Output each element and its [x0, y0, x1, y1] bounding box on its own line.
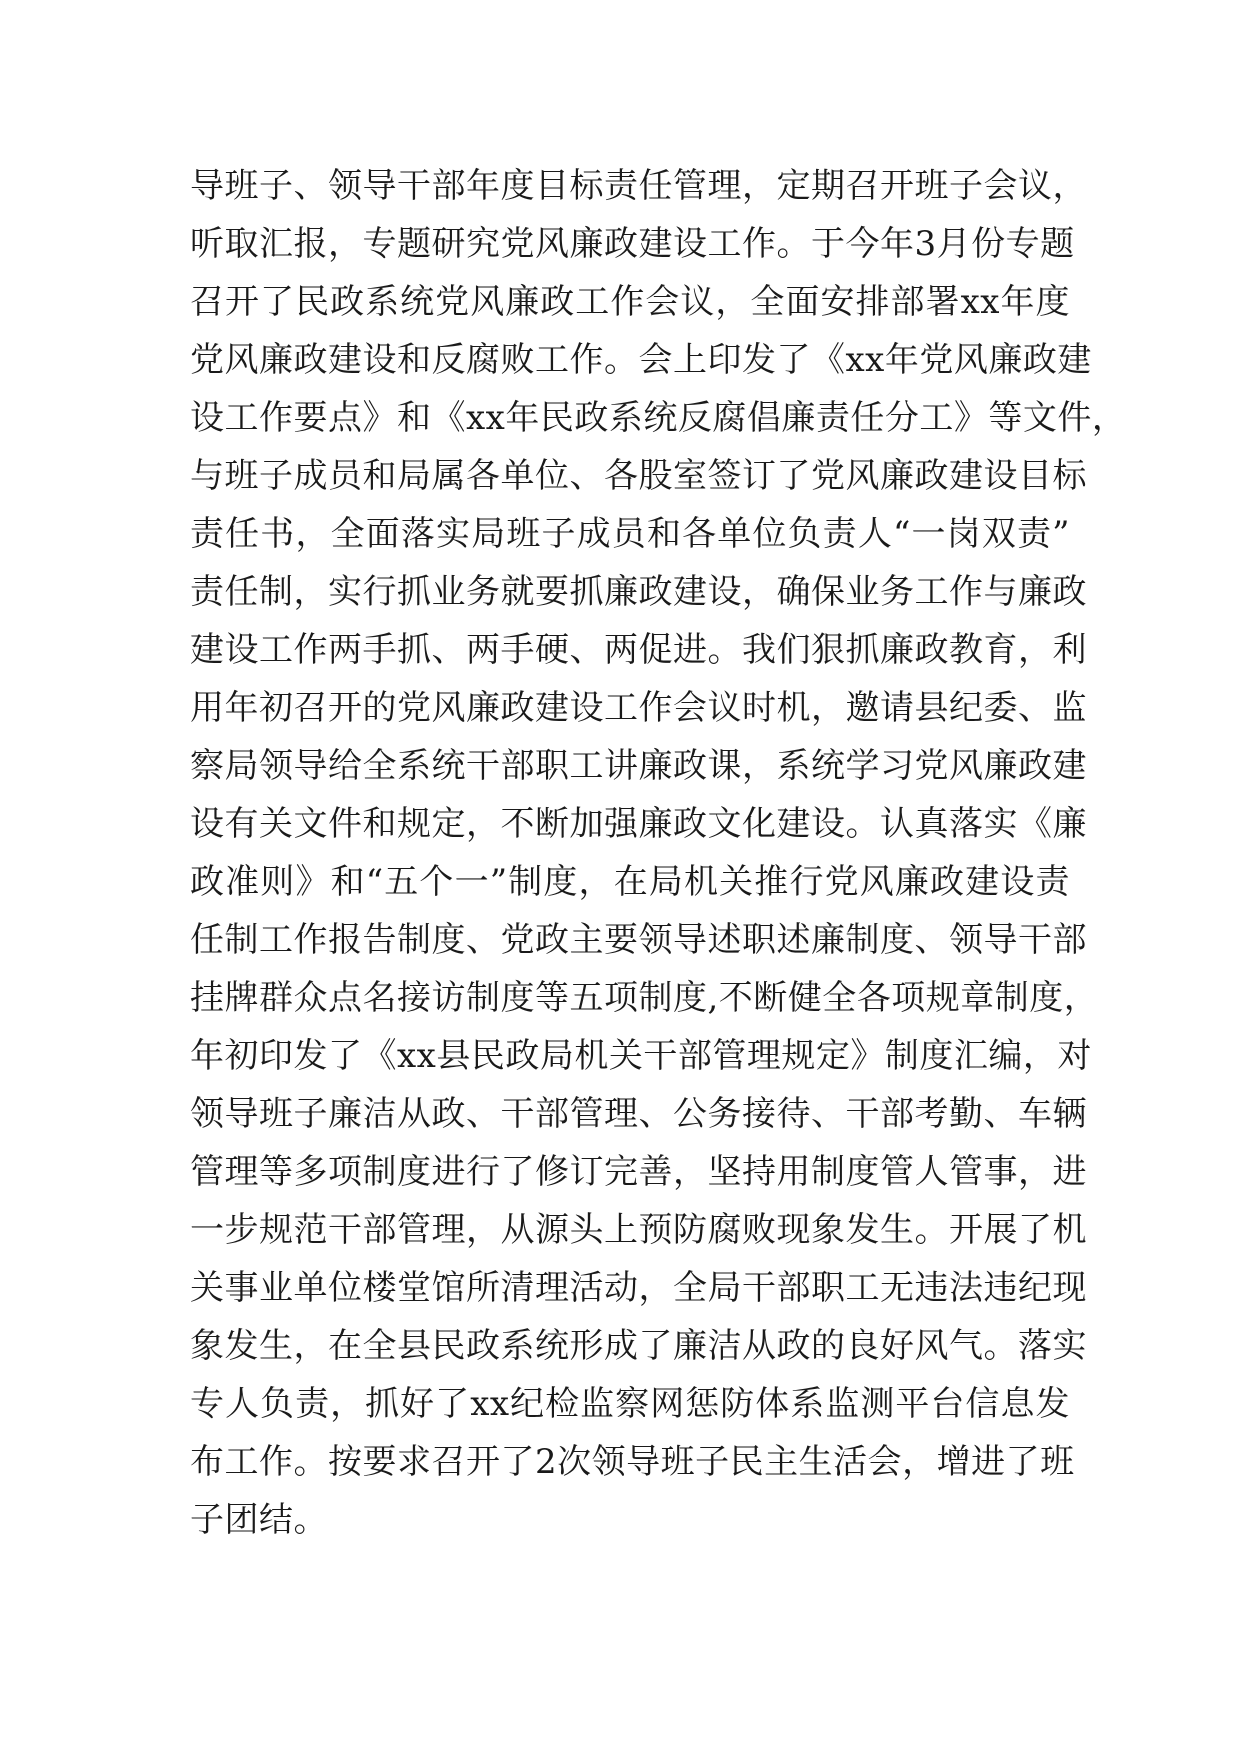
paragraph-line: 布工作。按要求召开了2次领导班子民主生活会，增进了班: [190, 1442, 1075, 1482]
paragraph-line: 党风廉政建设和反腐败工作。会上印发了《xx年党风廉政建: [190, 340, 1092, 380]
paragraph-line: 挂牌群众点名接访制度等五项制度,不断健全各项规章制度，: [190, 978, 1099, 1018]
paragraph-line: 任制工作报告制度、党政主要领导述职述廉制度、领导干部: [190, 920, 1087, 960]
paragraph-line: 用年初召开的党风廉政建设工作会议时机，邀请县纪委、监: [190, 688, 1087, 728]
paragraph-line: 领导班子廉洁从政、干部管理、公务接待、干部考勤、车辆: [190, 1094, 1087, 1134]
paragraph-line: 建设工作两手抓、两手硬、两促进。我们狠抓廉政教育，利: [190, 630, 1087, 670]
paragraph-line: 责任书，全面落实局班子成员和各单位负责人“一岗双责”: [190, 514, 1070, 554]
paragraph-line: 召开了民政系统党风廉政工作会议，全面安排部署xx年度: [190, 282, 1070, 322]
paragraph-line: 听取汇报，专题研究党风廉政建设工作。于今年3月份专题: [190, 224, 1075, 264]
paragraph-line: 子团结。: [190, 1500, 328, 1540]
paragraph-line: 导班子、领导干部年度目标责任管理，定期召开班子会议，: [190, 166, 1087, 206]
paragraph-line: 管理等多项制度进行了修订完善，坚持用制度管人管事，进: [190, 1152, 1087, 1192]
body-paragraph: [190, 157, 1127, 1549]
paragraph-line: 设有关文件和规定，不断加强廉政文化建设。认真落实《廉: [190, 804, 1087, 844]
paragraph-line: 年初印发了《xx县民政局机关干部管理规定》制度汇编，对: [190, 1036, 1092, 1076]
paragraph-line: 专人负责，抓好了xx纪检监察网惩防体系监测平台信息发: [190, 1384, 1070, 1424]
paragraph-line: 设工作要点》和《xx年民政系统反腐倡廉责任分工》等文件，: [190, 398, 1127, 438]
paragraph-line: 一步规范干部管理，从源头上预防腐败现象发生。开展了机: [190, 1210, 1087, 1250]
paragraph-line: 与班子成员和局属各单位、各股室签订了党风廉政建设目标: [190, 456, 1087, 496]
paragraph-line: 关事业单位楼堂馆所清理活动，全局干部职工无违法违纪现: [190, 1268, 1087, 1308]
paragraph-line: 象发生，在全县民政系统形成了廉洁从政的良好风气。落实: [190, 1326, 1087, 1366]
paragraph-line: 政准则》和“五个一”制度，在局机关推行党风廉政建设责: [190, 862, 1070, 902]
paragraph-line: 察局领导给全系统干部职工讲廉政课，系统学习党风廉政建: [190, 746, 1087, 786]
paragraph-line: 责任制，实行抓业务就要抓廉政建设，确保业务工作与廉政: [190, 572, 1087, 612]
